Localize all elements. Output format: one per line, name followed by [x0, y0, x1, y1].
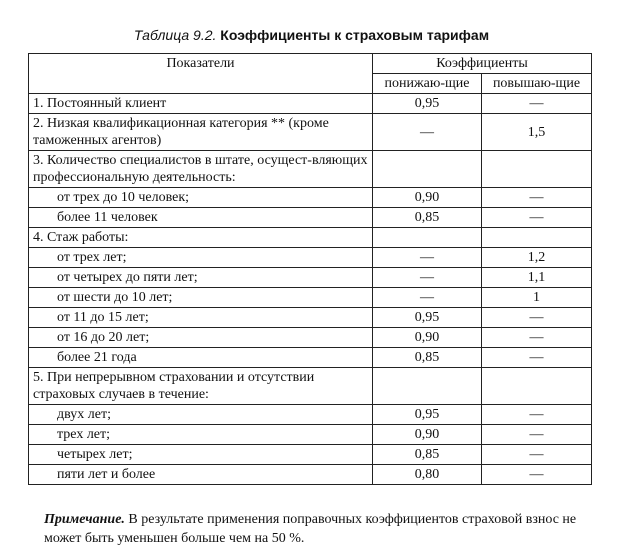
decreasing-value: 0,85 — [373, 208, 482, 228]
increasing-value — [482, 368, 592, 405]
decreasing-value: 0,80 — [373, 465, 482, 485]
decreasing-value — [373, 151, 482, 188]
row-label: четырех лет; — [29, 445, 373, 465]
increasing-value: 1,1 — [482, 268, 592, 288]
increasing-value — [482, 151, 592, 188]
table-row — [29, 208, 592, 228]
decreasing-value: — — [373, 248, 482, 268]
row-label: трех лет; — [29, 425, 373, 445]
table-row — [29, 368, 592, 405]
row-label: более 11 человек — [29, 208, 373, 228]
row-label: от трех лет; — [29, 248, 373, 268]
decreasing-value: — — [373, 288, 482, 308]
decreasing-value — [373, 228, 482, 248]
header-row — [29, 54, 592, 74]
decreasing-value: — — [373, 268, 482, 288]
increasing-value: — — [482, 465, 592, 485]
increasing-value — [482, 228, 592, 248]
increasing-value: — — [482, 188, 592, 208]
increasing-value: — — [482, 308, 592, 328]
table-row — [29, 288, 592, 308]
row-label: от четырех до пяти лет; — [29, 268, 373, 288]
decreasing-value — [373, 368, 482, 405]
decreasing-value: 0,95 — [373, 405, 482, 425]
increasing-value: — — [482, 328, 592, 348]
row-label: от 16 до 20 лет; — [29, 328, 373, 348]
note — [44, 510, 604, 548]
table-body — [29, 94, 592, 485]
table-name: Коэффициенты к страховым тарифам — [220, 27, 490, 43]
decreasing-value: 0,90 — [373, 188, 482, 208]
row-label: от трех до 10 человек; — [29, 188, 373, 208]
note-label: Примечание. — [44, 512, 125, 527]
decreasing-header: понижаю-щие — [373, 74, 482, 94]
decreasing-value: 0,95 — [373, 94, 482, 114]
table-row — [29, 188, 592, 208]
table-row — [29, 268, 592, 288]
increasing-value: — — [482, 425, 592, 445]
table-row — [29, 151, 592, 188]
increasing-value: 1,5 — [482, 114, 592, 151]
decreasing-value: 0,90 — [373, 328, 482, 348]
increasing-value: 1 — [482, 288, 592, 308]
decreasing-value: 0,85 — [373, 445, 482, 465]
row-label: 3. Количество специалистов в штате, осущест-вляющих профессиональную деятельность: — [29, 151, 373, 188]
increasing-value: — — [482, 445, 592, 465]
increasing-value: — — [482, 94, 592, 114]
table-row — [29, 328, 592, 348]
table-row — [29, 465, 592, 485]
table-row — [29, 114, 592, 151]
table-row — [29, 228, 592, 248]
table-row — [29, 308, 592, 328]
row-label: 2. Низкая квалификационная категория ** (кроме таможенных агентов) — [29, 114, 373, 151]
row-label: от шести до 10 лет; — [29, 288, 373, 308]
increasing-value: 1,2 — [482, 248, 592, 268]
decreasing-value: 0,85 — [373, 348, 482, 368]
increasing-header: повышаю-щие — [482, 74, 592, 94]
table-row — [29, 94, 592, 114]
coefficients-table — [28, 53, 592, 485]
table-row — [29, 348, 592, 368]
row-label: от 11 до 15 лет; — [29, 308, 373, 328]
increasing-value: — — [482, 405, 592, 425]
row-label: двух лет; — [29, 405, 373, 425]
decreasing-value: 0,95 — [373, 308, 482, 328]
table-row — [29, 248, 592, 268]
table-row — [29, 405, 592, 425]
increasing-value: — — [482, 348, 592, 368]
coefficients-header: Коэффициенты — [373, 54, 592, 74]
table-title — [0, 27, 623, 43]
note-text: В результате применения поправочных коэффициентов страховой взнос не может быть уменьшен больше чем на 50 %. — [44, 512, 577, 546]
indicators-header: Показатели — [29, 54, 373, 94]
table-number: Таблица 9.2. — [133, 27, 217, 43]
decreasing-value: 0,90 — [373, 425, 482, 445]
row-label: 1. Постоянный клиент — [29, 94, 373, 114]
increasing-value: — — [482, 208, 592, 228]
row-label: 4. Стаж работы: — [29, 228, 373, 248]
row-label: пяти лет и более — [29, 465, 373, 485]
decreasing-value: — — [373, 114, 482, 151]
row-label: более 21 года — [29, 348, 373, 368]
row-label: 5. При непрерывном страховании и отсутствии страховых случаев в течение: — [29, 368, 373, 405]
table-row — [29, 425, 592, 445]
table-row — [29, 445, 592, 465]
